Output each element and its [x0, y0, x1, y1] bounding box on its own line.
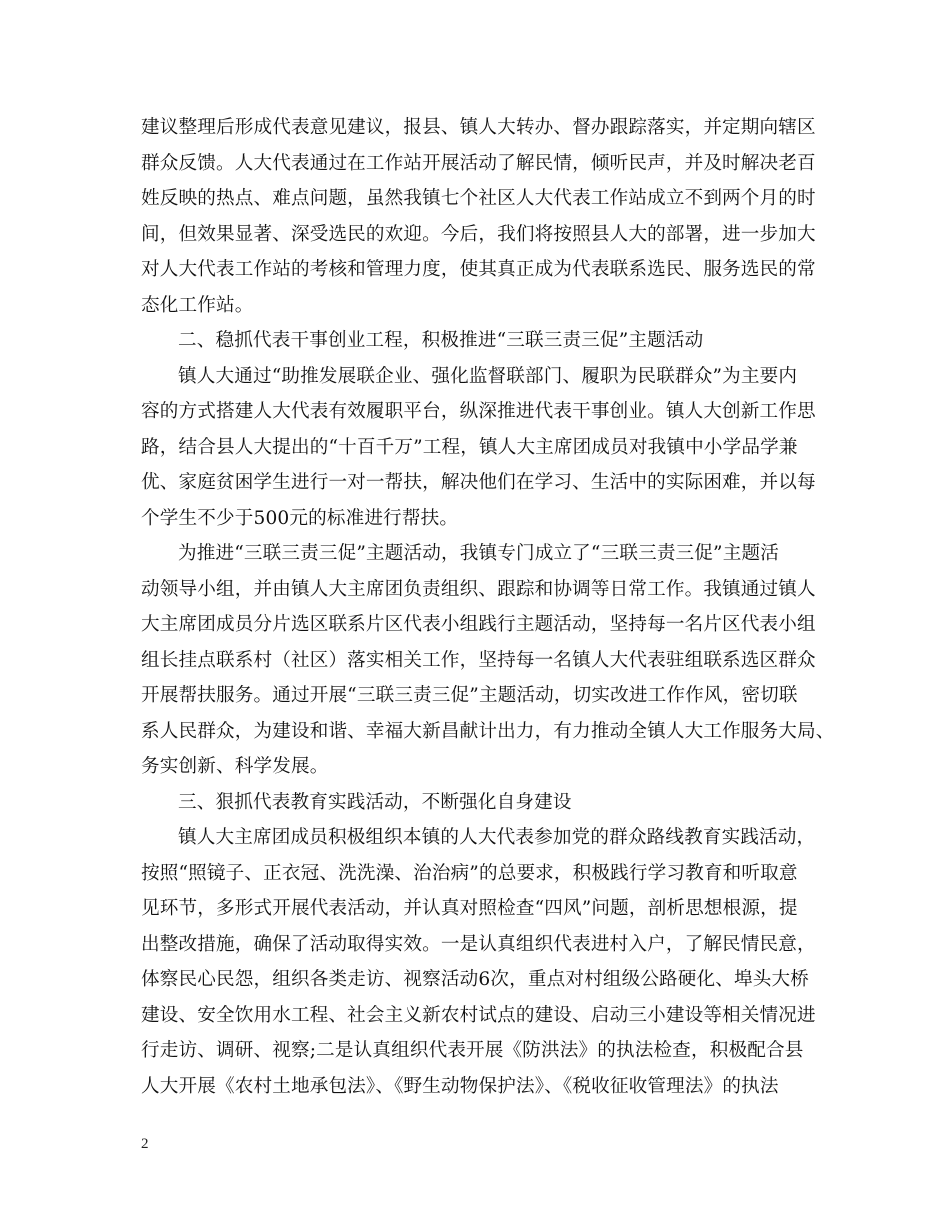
- text-line: 体察民心民怨，组织各类走访、视察活动6次，重点对村组级公路硬化、埠头大桥: [141, 969, 810, 990]
- text-line: 对人大代表工作站的考核和管理力度，使其真正成为代表联系选民、服务选民的常: [141, 259, 816, 280]
- text-line: 为推进“三联三责三促”主题活动，我镇专门成立了“三联三责三促”主题活: [178, 543, 779, 564]
- text-line: 务实创新、科学发展。: [141, 756, 329, 777]
- text-line: 态化工作站。: [141, 294, 254, 316]
- text-line: 按照“照镜子、正衣冠、洗洗澡、治治病”的总要求，积极践行学习教育和听取意: [141, 862, 798, 884]
- text-line: 见环节，多形式开展代表活动，并认真对照检查“四风”问题，剖析思想根源，提: [141, 898, 798, 919]
- page-number: 2: [141, 1136, 149, 1152]
- document-body: [141, 110, 835, 1104]
- text-line: 三、狠抓代表教育实践活动，不断强化自身建设: [178, 791, 572, 813]
- text-line: 二、稳抓代表干事创业工程，积极推进“三联三责三促”主题活动: [178, 330, 704, 351]
- text-line: 行走访、调研、视察;二是认真组织代表开展《防洪法》的执法检查，积极配合县: [141, 1040, 804, 1061]
- text-line: 镇人大通过“助推发展联企业、强化监督联部门、履职为民联群众”为主要内: [178, 365, 798, 387]
- text-line: 人大开展《农村土地承包法》、《野生动物保护法》、《税收征收管理法》的执法: [141, 1075, 779, 1097]
- text-line: 优、家庭贫困学生进行一对一帮扶，解决他们在学习、生活中的实际困难，并以每: [141, 472, 816, 493]
- text-line: 组长挂点联系村（社区）落实相关工作，坚持每一名镇人大代表驻组联系选区群众: [141, 649, 816, 671]
- text-line: 容的方式搭建人大代表有效履职平台，纵深推进代表干事创业。镇人大创新工作思: [141, 401, 816, 422]
- text-line: 动领导小组，并由镇人大主席团负责组织、跟踪和协调等日常工作。我镇通过镇人: [141, 578, 816, 600]
- text-line: 路，结合县人大提出的“十百千万”工程，镇人大主席团成员对我镇中小学品学兼: [141, 436, 798, 458]
- text-line: 群众反馈。人大代表通过在工作站开展活动了解民情，倾听民声，并及时解决老百: [141, 152, 816, 174]
- text-line: 姓反映的热点、难点问题，虽然我镇七个社区人大代表工作站成立不到两个月的时: [141, 188, 816, 209]
- text-line: 大主席团成员分片选区联系片区代表小组践行主题活动，坚持每一名片区代表小组: [141, 614, 816, 635]
- text-line: 镇人大主席团成员积极组织本镇的人大代表参加党的群众路线教育实践活动，: [178, 827, 816, 848]
- text-line: 建设、安全饮用水工程、社会主义新农村试点的建设、启动三小建设等相关情况进: [141, 1004, 816, 1026]
- text-line: 系人民群众，为建设和谐、幸福大新昌献计出力，有力推动全镇人大工作服务大局、: [141, 720, 835, 742]
- text-line: 间，但效果显著、深受选民的欢迎。今后，我们将按照县人大的部署，进一步加大: [141, 223, 816, 245]
- text-line: 建议整理后形成代表意见建议，报县、镇人大转办、督办跟踪落实，并定期向辖区: [141, 117, 816, 138]
- text-line: 个学生不少于500元的标准进行帮扶。: [141, 507, 459, 529]
- text-line: 出整改措施，确保了活动取得实效。一是认真组织代表进村入户，了解民情民意，: [141, 933, 816, 955]
- text-line: 开展帮扶服务。通过开展“三联三责三促”主题活动，切实改进工作作风，密切联: [141, 685, 798, 706]
